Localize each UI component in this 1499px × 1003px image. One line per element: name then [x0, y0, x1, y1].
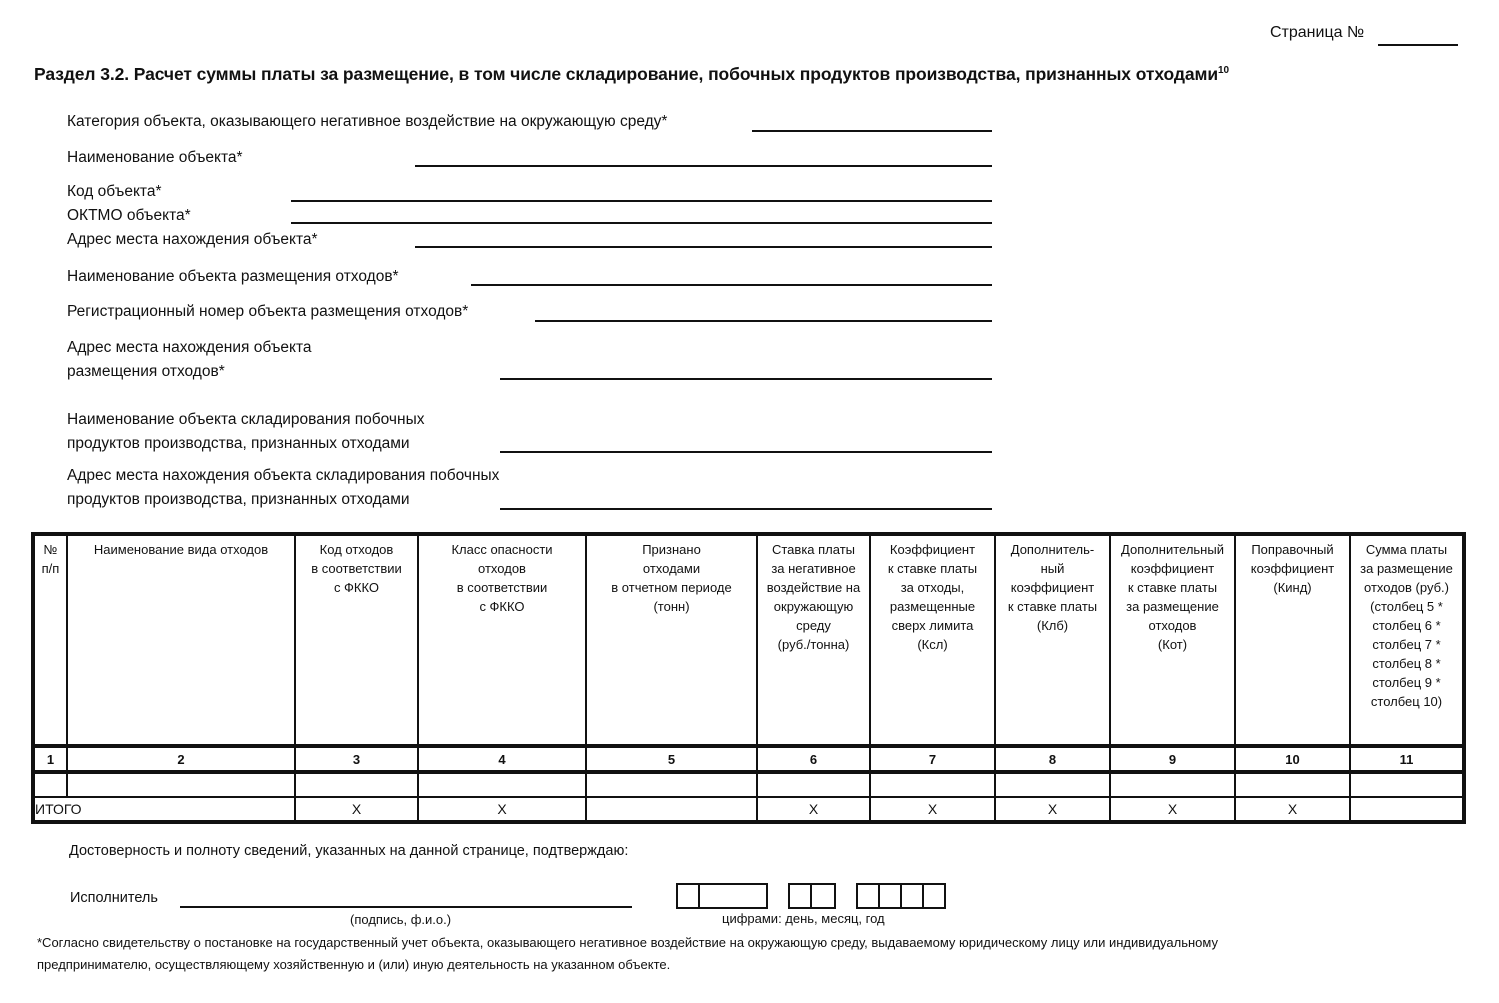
cell-rate[interactable]: [757, 772, 870, 797]
col-header-line: отходами: [642, 561, 701, 576]
col-header-line: столбец 9 *: [1372, 675, 1441, 690]
col-header-line: коэффициент: [1250, 561, 1335, 576]
col-header-line: ный: [1040, 561, 1065, 576]
total-cell-kind: X: [1235, 797, 1350, 822]
total-cell-klb: X: [995, 797, 1110, 822]
col-header-klb: [995, 534, 1110, 746]
cell-number[interactable]: [33, 772, 67, 797]
field-label-storage-site-address: [67, 464, 499, 512]
col-header-line: Признано: [642, 542, 701, 557]
col-header-line: коэффициент: [1010, 580, 1095, 595]
total-cell-kot: X: [1110, 797, 1235, 822]
field-label-oktmo: ОКТМО объекта*: [67, 207, 191, 224]
field-label-disposal-site-name: Наименование объекта размещения отходов*: [67, 268, 399, 285]
col-header-line: Поправочный: [1251, 542, 1334, 557]
field-label-disposal-reg-number: Регистрационный номер объекта размещения отходов*: [67, 303, 469, 320]
column-number: 10: [1235, 746, 1350, 772]
total-cell-hazard-class: X: [418, 797, 586, 822]
col-header-line: (Ксл): [917, 637, 948, 652]
field-label-storage-site-name: [67, 408, 424, 456]
col-header-line: в соответствии: [456, 580, 548, 595]
col-header-line: среду: [796, 618, 831, 633]
page-number-field[interactable]: [1378, 44, 1458, 46]
col-header-line: за размещение: [1126, 599, 1219, 614]
signature-caption: (подпись, ф.и.о.): [350, 912, 452, 927]
col-header-line: Дополнитель-: [1010, 542, 1095, 557]
date-month-digit-1[interactable]: [790, 885, 812, 907]
total-cell-ksl: X: [870, 797, 995, 822]
col-header-line: (руб./тонна): [777, 637, 850, 652]
field-label-category: Категория объекта, оказывающего негативное воздействие на окружающую среду*: [67, 113, 668, 130]
cell-ksl[interactable]: [870, 772, 995, 797]
col-header-line: столбец 10): [1370, 694, 1443, 709]
footnote-line-1: *Согласно свидетельству о постановке на государственный учет объекта, оказывающего негативное воздействие на окружающую среду, выдаваемому юридическому лицу или индивидуальному: [37, 935, 1218, 950]
col-header-line: (Кот): [1157, 637, 1188, 652]
col-header-number: [33, 534, 67, 746]
total-cell-waste-code: X: [295, 797, 418, 822]
total-row: [33, 797, 1464, 822]
col-header-line: Код отходов: [319, 542, 394, 557]
col-header-fee-sum: [1350, 534, 1464, 746]
executor-label: Исполнитель: [70, 890, 158, 906]
page-title: [34, 64, 1229, 85]
col-header-line: столбец 8 *: [1372, 656, 1441, 671]
col-header-line: Коэффициент: [889, 542, 976, 557]
col-header-line: столбец 6 *: [1372, 618, 1441, 633]
field-input-category[interactable]: [752, 130, 992, 132]
col-header-line: Наименование вида отходов: [93, 542, 269, 557]
executor-signature-field[interactable]: [180, 906, 632, 908]
total-cell-fee-sum[interactable]: [1350, 797, 1464, 822]
column-number-row: [33, 746, 1464, 772]
column-number: 1: [33, 746, 67, 772]
cell-waste-name[interactable]: [67, 772, 295, 797]
field-input-disposal-address[interactable]: [500, 378, 992, 380]
col-header-line: размещенные: [889, 599, 976, 614]
cell-klb[interactable]: [995, 772, 1110, 797]
confirmation-text: Достоверность и полноту сведений, указанных на данной странице, подтверждаю:: [69, 843, 629, 859]
col-header-line: окружающую: [773, 599, 854, 614]
col-header-waste-code: [295, 534, 418, 746]
field-label-disposal-address: [67, 336, 312, 384]
column-number: 8: [995, 746, 1110, 772]
col-header-line: отходов: [478, 561, 526, 576]
column-number: 9: [1110, 746, 1235, 772]
field-input-storage-site-address[interactable]: [500, 508, 992, 510]
cell-kot[interactable]: [1110, 772, 1235, 797]
date-year-digit-1[interactable]: [858, 885, 880, 907]
col-header-line: отходов (руб.): [1364, 580, 1449, 595]
field-label-disposal-address-line1: Адрес места нахождения объекта: [67, 339, 312, 356]
col-header-line: к ставке платы: [1007, 599, 1098, 614]
footnote-line-2: предпринимателю, осуществляющему хозяйственную и (или) иную деятельность на указанном объекте.: [37, 957, 671, 972]
col-header-line: с ФККО: [479, 599, 525, 614]
date-year-digit-2[interactable]: [880, 885, 902, 907]
field-label-storage-site-name-line2: продуктов производства, признанных отходами: [67, 435, 410, 452]
date-day-digit-2[interactable]: [700, 885, 766, 907]
page-number-label: Страница №: [1270, 24, 1365, 41]
col-header-line: (Кинд): [1273, 580, 1312, 595]
col-header-line: (тонн): [653, 599, 690, 614]
col-header-tonnage: [586, 534, 757, 746]
cell-kind[interactable]: [1235, 772, 1350, 797]
cell-fee-sum[interactable]: [1350, 772, 1464, 797]
col-header-line: отходов: [1148, 618, 1197, 633]
col-header-kind: [1235, 534, 1350, 746]
total-cell-tonnage[interactable]: [586, 797, 757, 822]
date-year-boxes[interactable]: [856, 883, 946, 909]
col-header-line: в соответствии: [311, 561, 402, 576]
col-header-line: Дополнительный: [1121, 542, 1224, 557]
field-input-disposal-reg-number[interactable]: [535, 320, 992, 322]
column-number: 5: [586, 746, 757, 772]
field-label-object-code: Код объекта*: [67, 183, 162, 200]
field-label-storage-site-name-line1: Наименование объекта складирования побочных: [67, 411, 425, 428]
field-label-storage-site-address-line1: Адрес места нахождения объекта складирования побочных: [67, 467, 500, 484]
col-header-line: коэффициент: [1130, 561, 1215, 576]
field-label-storage-site-address-line2: продуктов производства, признанных отходами: [67, 491, 410, 508]
table-header-row: [33, 534, 1464, 746]
column-number: 7: [870, 746, 995, 772]
field-input-object-name[interactable]: [415, 165, 992, 167]
col-header-line: Ставка платы: [771, 542, 855, 557]
col-header-line: к ставке платы: [887, 561, 978, 576]
col-header-line: за размещение: [1360, 561, 1453, 576]
column-number: 11: [1350, 746, 1464, 772]
col-header-line: столбец 7 *: [1372, 637, 1441, 652]
col-header-hazard-class: [418, 534, 586, 746]
page-title-text: Раздел 3.2. Расчет суммы платы за размещение, в том числе складирование, побочных продуктов производства, признанных отходами: [34, 64, 1219, 84]
col-header-line: (Клб): [1036, 618, 1069, 633]
col-header-line: Класс опасности: [451, 542, 553, 557]
col-header-kot: [1110, 534, 1235, 746]
field-input-object-address[interactable]: [415, 246, 992, 248]
table-row: [33, 772, 1464, 797]
field-input-storage-site-name[interactable]: [500, 451, 992, 453]
field-input-disposal-site-name[interactable]: [471, 284, 992, 286]
total-cell-rate: X: [757, 797, 870, 822]
column-number: 4: [418, 746, 586, 772]
field-label-disposal-address-line2: размещения отходов*: [67, 363, 225, 380]
date-day-boxes[interactable]: [676, 883, 768, 909]
column-number: 3: [295, 746, 418, 772]
col-header-line: Сумма платы: [1365, 542, 1448, 557]
cell-tonnage[interactable]: [586, 772, 757, 797]
date-year-digit-4[interactable]: [924, 885, 944, 907]
date-month-boxes[interactable]: [788, 883, 836, 909]
column-number: 6: [757, 746, 870, 772]
col-header-line: №: [43, 542, 58, 557]
cell-waste-code[interactable]: [295, 772, 418, 797]
col-header-line: в отчетном периоде: [611, 580, 732, 595]
col-header-line: (столбец 5 *: [1370, 599, 1443, 614]
col-header-line: к ставке платы: [1127, 580, 1218, 595]
date-caption: цифрами: день, месяц, год: [722, 911, 885, 926]
col-header-line: воздействие на: [766, 580, 861, 595]
col-header-waste-name: [67, 534, 295, 746]
date-year-digit-3[interactable]: [902, 885, 924, 907]
col-header-line: п/п: [41, 561, 60, 576]
col-header-line: с ФККО: [333, 580, 380, 595]
col-header-line: за отходы,: [900, 580, 965, 595]
field-input-oktmo[interactable]: [291, 222, 992, 224]
col-header-ksl: [870, 534, 995, 746]
col-header-line: сверх лимита: [891, 618, 974, 633]
date-day-digit-1[interactable]: [678, 885, 700, 907]
waste-fee-table: [31, 532, 1466, 824]
date-month-digit-2[interactable]: [812, 885, 834, 907]
total-label: ИТОГО: [33, 797, 295, 822]
field-label-object-name: Наименование объекта*: [67, 149, 243, 166]
field-input-object-code[interactable]: [291, 200, 992, 202]
col-header-line: за негативное: [771, 561, 856, 576]
title-footnote-ref: 10: [1218, 65, 1229, 77]
cell-hazard-class[interactable]: [418, 772, 586, 797]
col-header-rate: [757, 534, 870, 746]
field-label-object-address: Адрес места нахождения объекта*: [67, 231, 318, 248]
column-number: 2: [67, 746, 295, 772]
